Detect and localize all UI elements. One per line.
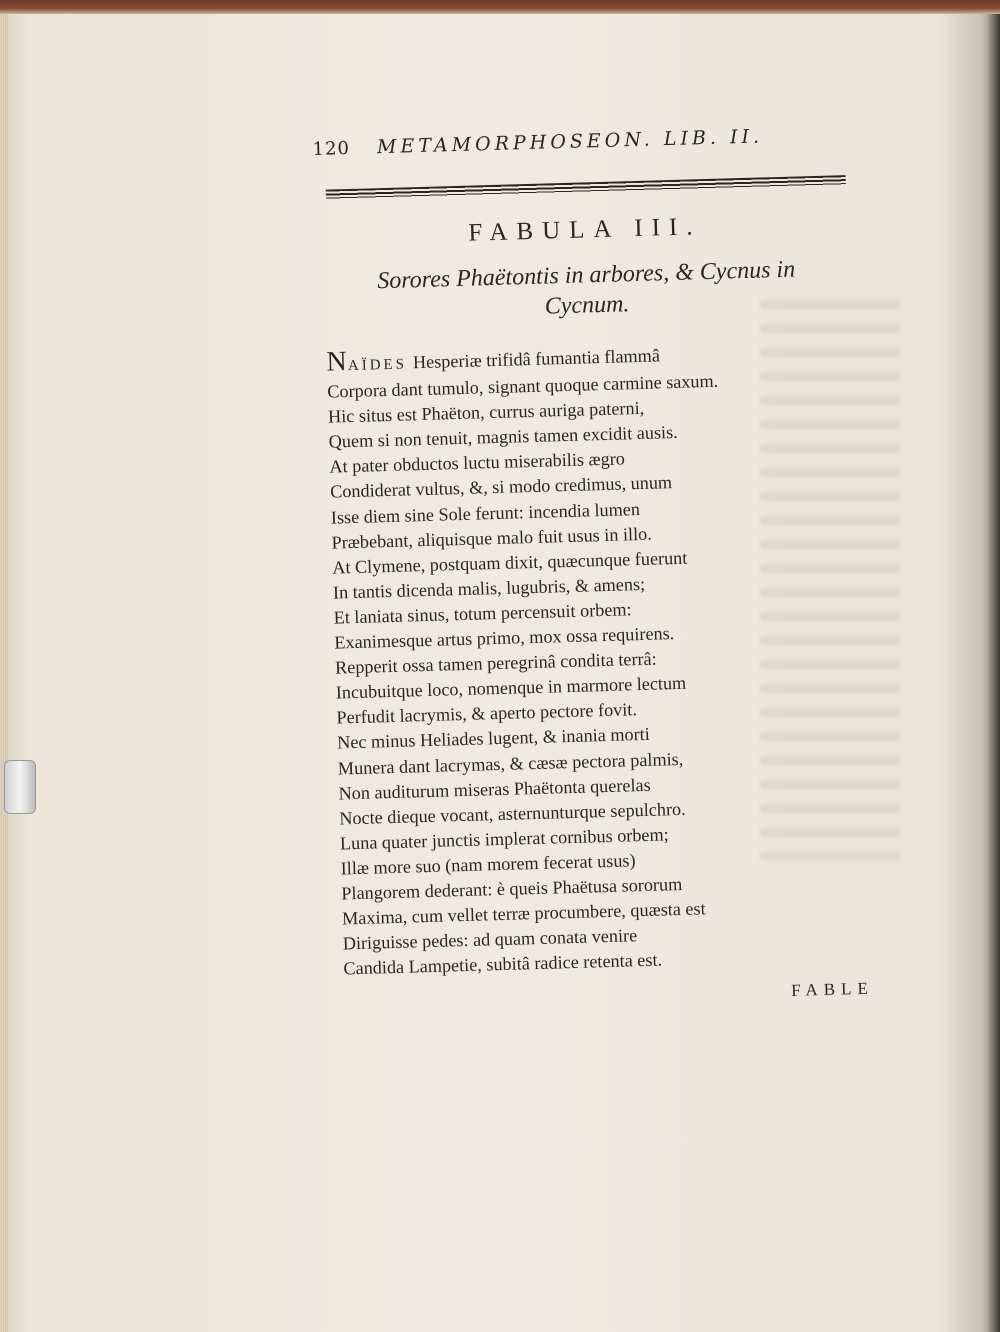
book-spine-shadow <box>986 14 1000 1332</box>
verse-line: Et laniata sinus, totum percensuit orbem: <box>333 599 632 628</box>
verse-line: Nec minus Heliades lugent, & inania morti <box>336 724 650 753</box>
catchword: FABLE <box>791 978 875 1000</box>
drop-cap: N <box>326 346 349 378</box>
verse-line: Isse diem sine Sole ferunt: incendia lumen <box>330 498 641 528</box>
verse-line: Diriguisse pedes: ad quam conata venire <box>342 925 638 954</box>
verse-line: At Clymene, postquam dixit, quæcunque fuerunt <box>331 547 688 578</box>
verse-text: Hesperiæ trifidâ fumantia flammâ <box>412 345 661 373</box>
fable-subtitle-line: Sorores Phaëtontis in arbores, & Cycnus in <box>376 256 796 295</box>
verse-line: Maxima, cum vellet terræ procumbere, quæsta est <box>341 898 706 929</box>
running-head <box>312 125 792 160</box>
small-caps-word: AÏDES <box>347 356 408 375</box>
page-number: 120 <box>312 137 351 160</box>
verse-line: Candida Lampetie, subitâ radice retenta est. <box>343 949 663 979</box>
verse-line: Incubuitque loco, nomenque in marmore lectum <box>335 672 687 703</box>
verse-line: Hic situs est Phaëton, currus auriga paterni, <box>327 398 645 427</box>
ornamental-rule <box>326 175 846 200</box>
verse-line: Luna quater junctis implerat cornibus orbem; <box>339 824 669 854</box>
verse-line: Perfudit lacrymis, & aperto pectore fovit. <box>336 699 638 728</box>
book-binding-edge <box>0 0 1000 14</box>
verse-line: Præbebant, aliquisque malo fuit usus in illo. <box>331 523 653 553</box>
page-text-block <box>312 112 875 1000</box>
verse-line: Plangorem dederant: è queis Phaëtusa sororum <box>341 873 683 904</box>
verse-line: Quem si non tenuit, magnis tamen excidit ausis. <box>328 422 678 452</box>
verse-list <box>326 336 843 982</box>
verse-line: Corpora dant tumulo, signant quoque carmine saxum. <box>327 370 719 402</box>
verse-line: Non auditurum miseras Phaëtonta querelas <box>338 774 651 804</box>
running-title: METAMORPHOSEON. LIB. II. <box>376 125 764 159</box>
verse-line: Condiderat vultus, &, si modo credimus, unum <box>329 472 673 503</box>
verse-line: Nocte dieque vocant, asternunturque sepulchro. <box>339 798 686 829</box>
fable-title: FABULA III. <box>467 213 702 247</box>
page-stack-edge <box>0 14 8 1332</box>
verse-line: Exanimesque artus primo, mox ossa requirens. <box>334 623 675 653</box>
verse-line: Illæ more suo (nam morem fecerat usus) <box>340 850 636 879</box>
verse-line: Repperit ossa tamen peregrinâ condita terrâ: <box>334 648 657 678</box>
fable-subtitle-line: Cycnum. <box>544 291 630 320</box>
verse-line: At pater obductos luctu miserabilis ægro <box>329 448 626 478</box>
page-clip <box>4 760 36 814</box>
verse-line: In tantis dicenda malis, lugubris, & amens; <box>332 573 646 603</box>
verse-line: Munera dant lacrymas, & cæsæ pectora palmis, <box>337 748 684 779</box>
